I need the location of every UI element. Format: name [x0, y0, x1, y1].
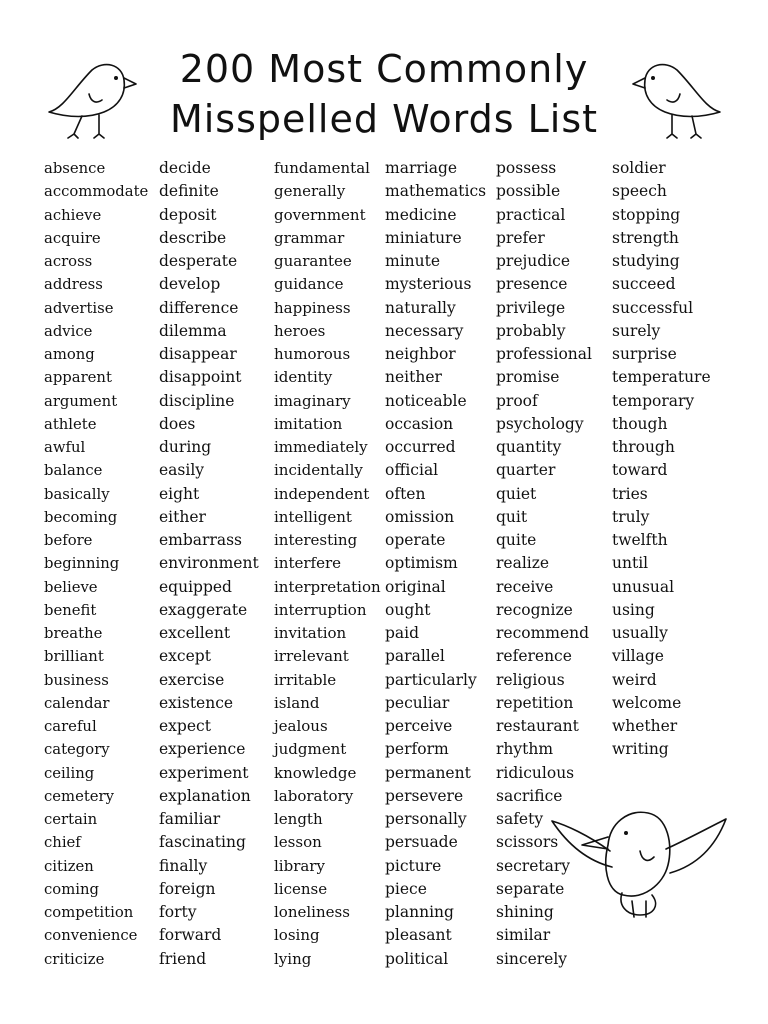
word-item: guarantee — [274, 252, 352, 270]
word-item: irrelevant — [274, 647, 349, 666]
word-item: quiet — [496, 484, 537, 503]
word-item: eight — [159, 484, 200, 503]
word-item: religious — [496, 670, 565, 689]
word-item: expect — [159, 717, 211, 735]
word-item: though — [612, 414, 668, 433]
word-item: quit — [496, 507, 528, 526]
word-item: fundamental — [274, 159, 370, 177]
word-item: finally — [159, 856, 208, 875]
word-item: basically — [44, 485, 110, 503]
word-item: surely — [612, 321, 661, 340]
word-item: does — [159, 414, 196, 433]
word-item: deposit — [159, 205, 217, 224]
bird-left-icon — [44, 60, 139, 142]
word-item: separate — [496, 879, 565, 898]
word-item: laboratory — [274, 786, 354, 805]
word-item: exaggerate — [159, 600, 248, 619]
word-item: calendar — [44, 694, 110, 712]
word-item: becoming — [44, 508, 118, 526]
word-item: interesting — [274, 531, 358, 549]
word-item: succeed — [612, 275, 676, 294]
word-item: jealous — [274, 717, 328, 735]
word-item: marriage — [385, 159, 458, 177]
word-item: village — [612, 647, 664, 666]
word-item: careful — [44, 718, 97, 735]
word-item: definite — [159, 182, 219, 201]
word-item: difference — [159, 298, 239, 317]
word-item: interruption — [274, 600, 367, 619]
word-item: quite — [496, 531, 537, 549]
word-item: writing — [612, 740, 669, 759]
word-item: accommodate — [44, 183, 149, 201]
word-item: repetition — [496, 693, 574, 712]
word-item: similar — [496, 926, 551, 945]
word-item: either — [159, 507, 206, 526]
word-item: necessary — [385, 321, 464, 340]
word-item: length — [274, 810, 323, 828]
word-item: using — [612, 600, 655, 619]
word-item: experiment — [159, 763, 249, 782]
word-item: experience — [159, 740, 246, 759]
word-item: interfere — [274, 554, 342, 573]
word-item: forward — [159, 926, 222, 945]
word-item: address — [44, 276, 103, 294]
word-item: stopping — [612, 205, 681, 224]
word-column-3 — [274, 157, 392, 971]
word-item: discipline — [159, 391, 235, 410]
word-item: miniature — [385, 228, 462, 247]
word-item: safety — [496, 810, 544, 828]
word-item: explanation — [159, 786, 251, 805]
word-item: often — [385, 484, 426, 503]
word-item: practical — [496, 205, 566, 224]
word-item: minute — [385, 252, 441, 270]
word-item: citizen — [44, 857, 94, 875]
word-item: quarter — [496, 461, 556, 480]
word-item: decide — [159, 159, 211, 177]
word-item: environment — [159, 554, 259, 573]
word-item: quantity — [496, 438, 562, 456]
word-item: losing — [274, 926, 320, 945]
word-item: athlete — [44, 415, 97, 433]
word-item: cemetery — [44, 787, 114, 805]
word-item: loneliness — [274, 903, 350, 921]
word-item: recommend — [496, 624, 590, 642]
word-item: reference — [496, 647, 572, 666]
word-item: imitation — [274, 414, 343, 433]
word-item: breathe — [44, 625, 103, 642]
word-item: perceive — [385, 717, 453, 735]
word-item: disappear — [159, 345, 237, 363]
word-item: shining — [496, 903, 554, 921]
word-item: pleasant — [385, 926, 452, 945]
word-item: certain — [44, 811, 98, 828]
word-item: intelligent — [274, 507, 352, 526]
word-item: probably — [496, 321, 566, 340]
word-item: criticize — [44, 950, 105, 968]
word-item: neither — [385, 368, 442, 387]
word-item: competition — [44, 904, 134, 921]
word-item: omission — [385, 507, 455, 526]
word-item: incidentally — [274, 461, 363, 480]
word-item: exercise — [159, 670, 225, 689]
word-item: foreign — [159, 879, 216, 898]
word-item: irritable — [274, 670, 337, 689]
word-item: chief — [44, 834, 81, 852]
word-item: persuade — [385, 833, 458, 852]
word-item: personally — [385, 810, 467, 828]
word-item: receive — [496, 577, 554, 596]
word-item: disappoint — [159, 368, 242, 387]
word-item: occurred — [385, 438, 456, 456]
word-item: neighbor — [385, 345, 456, 363]
word-item: absence — [44, 160, 106, 177]
word-item: political — [385, 949, 449, 968]
word-item: peculiar — [385, 693, 450, 712]
word-item: immediately — [274, 438, 368, 456]
word-item: familiar — [159, 810, 221, 828]
word-item: medicine — [385, 205, 457, 224]
word-item: judgment — [274, 740, 347, 759]
word-item: prefer — [496, 228, 545, 247]
word-item: business — [44, 671, 109, 689]
word-item: imaginary — [274, 391, 351, 410]
word-item: scissors — [496, 833, 559, 852]
word-item: across — [44, 253, 93, 270]
word-item: invitation — [274, 624, 347, 642]
word-item: persevere — [385, 786, 464, 805]
word-item: realize — [496, 554, 550, 573]
word-item: fascinating — [159, 833, 246, 852]
word-item: independent — [274, 484, 370, 503]
word-item: recognize — [496, 600, 573, 619]
word-item: category — [44, 741, 110, 759]
word-item: advertise — [44, 299, 114, 317]
word-item: privilege — [496, 298, 566, 317]
word-item: weird — [612, 670, 657, 689]
title-line-2: Misspelled Words List — [169, 97, 599, 141]
word-item: mysterious — [385, 275, 472, 294]
word-item: paid — [385, 624, 420, 642]
word-item: forty — [159, 903, 197, 921]
word-item: twelfth — [612, 531, 668, 549]
word-item: dilemma — [159, 321, 227, 340]
word-item: humorous — [274, 345, 351, 363]
word-column-4 — [385, 157, 503, 971]
word-item: parallel — [385, 647, 445, 666]
word-item: except — [159, 647, 211, 666]
word-item: prejudice — [496, 252, 571, 270]
word-item: mathematics — [385, 182, 487, 201]
word-item: library — [274, 856, 325, 875]
word-item: ceiling — [44, 764, 95, 782]
word-item: restaurant — [496, 717, 579, 735]
word-item: studying — [612, 252, 680, 270]
word-item: coming — [44, 880, 99, 898]
word-item: embarrass — [159, 531, 243, 549]
word-item: acquire — [44, 229, 101, 247]
word-item: truly — [612, 507, 650, 526]
word-item: optimism — [385, 554, 458, 573]
word-item: license — [274, 879, 328, 898]
word-item: toward — [612, 461, 668, 480]
word-item: promise — [496, 368, 560, 387]
word-item: guidance — [274, 275, 344, 294]
word-item: convenience — [44, 927, 138, 945]
word-columns — [0, 157, 768, 977]
word-item: generally — [274, 182, 346, 201]
word-item: awful — [44, 439, 86, 456]
word-item: during — [159, 438, 212, 456]
word-item: planning — [385, 903, 454, 921]
word-column-2 — [159, 157, 277, 971]
word-column-1 — [44, 157, 162, 971]
word-item: psychology — [496, 414, 584, 433]
word-column-5 — [496, 157, 614, 971]
word-item: among — [44, 346, 95, 363]
word-item: ought — [385, 600, 431, 619]
word-item: until — [612, 554, 649, 573]
word-item: usually — [612, 624, 668, 642]
word-item: picture — [385, 856, 442, 875]
word-item: occasion — [385, 414, 454, 433]
word-item: develop — [159, 275, 221, 294]
word-item: happiness — [274, 298, 351, 317]
title-line-1: 200 Most Commonly — [179, 47, 589, 91]
word-item: excellent — [159, 624, 231, 642]
bird-right-icon — [630, 60, 725, 142]
word-item: permanent — [385, 763, 471, 782]
word-item: sincerely — [496, 949, 568, 968]
word-item: original — [385, 577, 446, 596]
word-item: operate — [385, 531, 446, 549]
word-item: tries — [612, 484, 648, 503]
word-item: interpretation — [274, 577, 381, 596]
word-item: benefit — [44, 601, 97, 619]
word-item: lesson — [274, 833, 322, 852]
word-item: rhythm — [496, 740, 554, 759]
word-item: particularly — [385, 670, 477, 689]
word-item: government — [274, 205, 366, 224]
word-item: existence — [159, 693, 234, 712]
word-item: official — [385, 461, 439, 480]
word-item: heroes — [274, 321, 326, 340]
word-column-6 — [612, 157, 730, 762]
word-item: describe — [159, 228, 227, 247]
word-item: sacrifice — [496, 786, 563, 805]
word-item: surprise — [612, 345, 677, 363]
word-item: temperature — [612, 368, 711, 387]
word-item: achieve — [44, 206, 102, 224]
word-item: believe — [44, 578, 98, 596]
word-item: lying — [274, 949, 312, 968]
word-item: soldier — [612, 159, 666, 177]
word-item: island — [274, 693, 320, 712]
word-item: knowledge — [274, 763, 357, 782]
word-item: balance — [44, 462, 103, 480]
word-item: grammar — [274, 228, 345, 247]
word-item: successful — [612, 298, 694, 317]
word-item: temporary — [612, 391, 695, 410]
word-item: advice — [44, 322, 93, 340]
word-item: identity — [274, 368, 333, 387]
word-item: easily — [159, 461, 205, 480]
word-item: apparent — [44, 369, 112, 387]
word-item: proof — [496, 391, 538, 410]
word-item: piece — [385, 879, 427, 898]
word-item: brilliant — [44, 648, 104, 666]
word-item: professional — [496, 345, 592, 363]
word-item: naturally — [385, 298, 456, 317]
word-item: welcome — [612, 693, 682, 712]
word-item: possess — [496, 159, 557, 177]
word-item: secretary — [496, 856, 571, 875]
word-item: before — [44, 532, 93, 549]
word-item: whether — [612, 717, 678, 735]
word-item: beginning — [44, 555, 120, 573]
word-item: argument — [44, 392, 118, 410]
word-item: unusual — [612, 577, 675, 596]
word-item: equipped — [159, 577, 232, 596]
word-item: desperate — [159, 252, 238, 270]
word-item: ridiculous — [496, 763, 575, 782]
word-item: strength — [612, 228, 679, 247]
word-item: presence — [496, 275, 568, 294]
word-item: through — [612, 438, 675, 456]
word-item: perform — [385, 740, 449, 759]
word-item: possible — [496, 182, 561, 201]
word-item: friend — [159, 949, 207, 968]
word-item: speech — [612, 182, 667, 201]
word-item: noticeable — [385, 391, 467, 410]
